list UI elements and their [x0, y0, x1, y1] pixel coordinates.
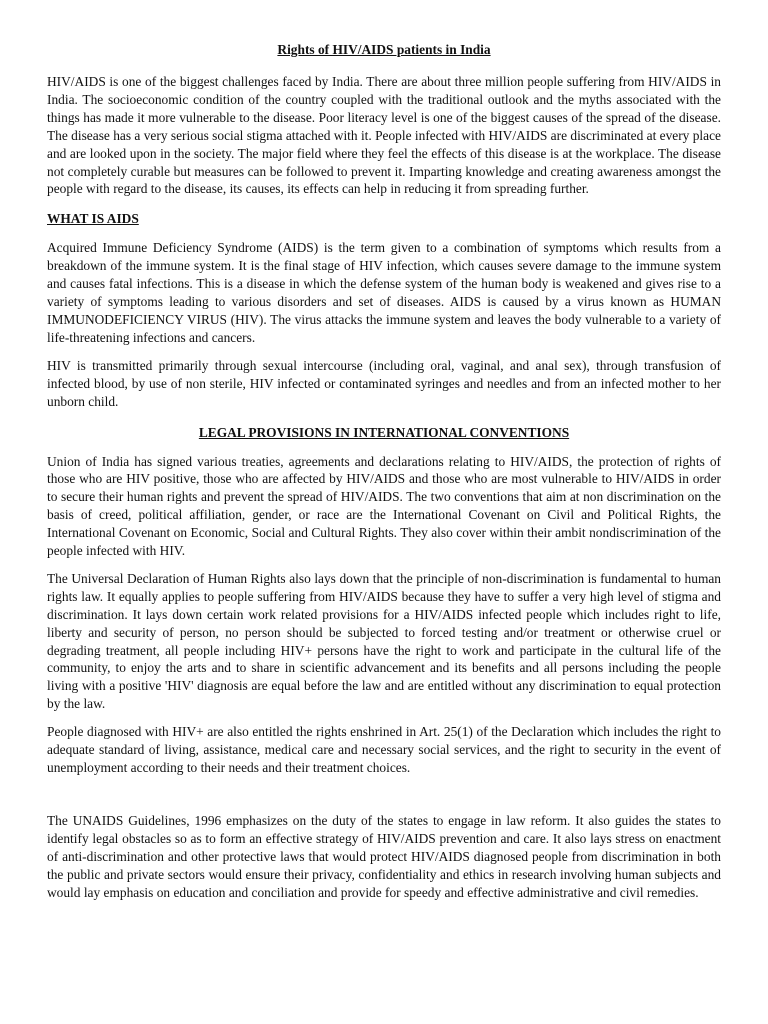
intro-paragraph: HIV/AIDS is one of the biggest challenges faced by India. There are about three million people suffering from HIV/AIDS in India. The socioeconomic condition of the country coupled with the traditional outlook and the myths associated with the things has made it more vulnerable to the disease. Poor literacy level is one of the biggest causes of the spread of the disease. The disease has a very serious social stigma attached with it. People infected with HIV/AIDS are discriminated at every place and are looked upon in the society. The major field where they feel the effects of this disease is at the workplace. The disease not completely curable but measures can be followed to prevent it. Imparting knowledge and creating awareness amongst the people with regard to the disease, its causes, its effects can help in reducing it from spreading further.: [47, 74, 721, 197]
paragraph-spacer: [47, 787, 721, 812]
section-heading-legal-provisions: LEGAL PROVISIONS IN INTERNATIONAL CONVENTIONS: [198, 424, 570, 440]
document-page: [47, 40, 721, 911]
section-heading-what-is-aids: WHAT IS AIDS: [47, 211, 139, 227]
unaids-guidelines-paragraph: The UNAIDS Guidelines, 1996 emphasizes on the duty of the states to engage in law reform. It also guides the states to identify legal obstacles so as to form an effective strategy of HIV/AIDS prevention and care. It also lays stress on enactment of anti-discrimination and other protective laws that would protect HIV/AIDS diagnosed people from discrimination in both the public and private sectors would ensure their privacy, confidentiality and ethics in research involving human subjects and would lay emphasis on education and conciliation and provide for speedy and effective administrative and civil remedies.: [47, 812, 721, 900]
hiv-transmission-paragraph: HIV is transmitted primarily through sexual intercourse (including oral, vaginal, and anal sex), through transfusion of infected blood, by use of non sterile, HIV infected or contaminated syringes and needles and from an infected mother to her unborn child.: [47, 357, 721, 409]
document-title: Rights of HIV/AIDS patients in India: [277, 42, 491, 57]
article-25-paragraph: People diagnosed with HIV+ are also entitled the rights enshrined in Art. 25(1) of the Declaration which includes the right to adequate standard of living, assistance, medical care and necessary social services, and the right to security in the event of unemployment according to their needs and their treatment choices.: [47, 724, 721, 775]
aids-definition-paragraph: Acquired Immune Deficiency Syndrome (AIDS) is the term given to a combination of symptoms which results from a breakdown of the immune system. It is the final stage of HIV infection, which causes severe damage to the immune system and causes fatal infections. This is a disease in which the defense system of the human body is weakened and gives rise to a variety of symptoms leading to various disorders and set of diseases. AIDS is caused by a virus known as HUMAN IMMUNODEFICIENCY VIRUS (HIV). The virus attacks the immune system and leaves the body vulnerable to a variety of life-threatening infections and cancers.: [47, 240, 721, 345]
union-of-india-paragraph: Union of India has signed various treaties, agreements and declarations relating to HIV/AIDS, the protection of rights of those who are HIV positive, those who are affected by HIV/AIDS and those who are most vulnerable to HIV/AIDS in order to secure their human rights and prevent the spread of HIV/AIDS. The two conventions that aim at non discrimination on the basis of creed, political affiliation, gender, or race are the International Covenant on Civil and Political Rights, the International Covenant on Economic, Social and Cultural Rights. They also cover within their ambit nondiscrimination of the people infected with HIV.: [47, 453, 721, 559]
udhr-paragraph: The Universal Declaration of Human Rights also lays down that the principle of non-discrimination is fundamental to human rights law. It equally applies to people suffering from HIV/AIDS because they have to suffer a very high level of stigma and discrimination. It lays down certain work related provisions for a HIV/AIDS infected people which includes right to life, liberty and security of person, no person should be subjected to forced testing and/or treatment or otherwise cruel or degrading treatment, all people including HIV+ persons have the right to work and participate in the cultural life of the community, to enjoy the arts and to share in scientific advancement and its benefits and all persons including the people living with a positive 'HIV' diagnosis are equal before the law and are entitled without any discrimination to equal protection by the law.: [47, 570, 721, 712]
